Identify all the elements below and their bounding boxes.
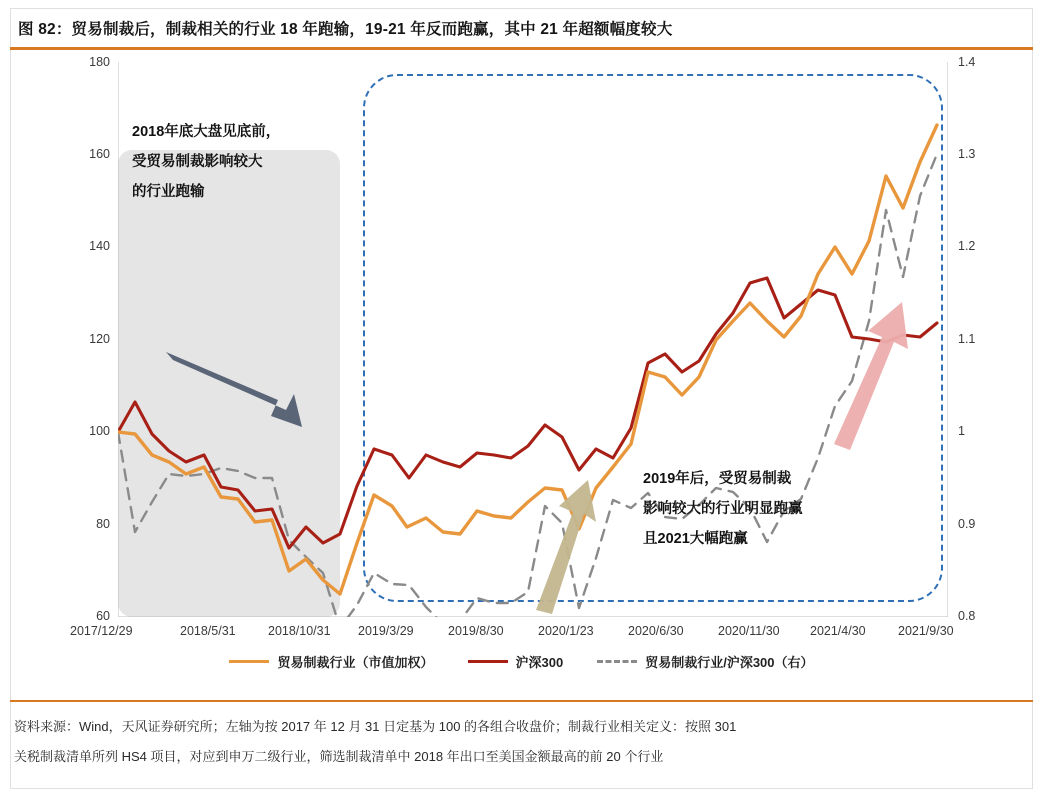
- annotation-left-line-1: 2018年底大盘见底前，: [132, 124, 281, 140]
- chart-container: [10, 52, 1033, 696]
- arrow-up-khaki: [536, 480, 596, 614]
- y-right-tick-1-4: 1.4: [958, 55, 976, 69]
- annotation-right-line-1: 2019年后，受贸易制裁: [643, 471, 792, 487]
- source-note: [14, 712, 1029, 772]
- arrow-left-downward: [166, 352, 302, 427]
- x-tick-2: 2018/10/31: [268, 624, 331, 638]
- annotation-left-line-2: 受贸易制裁影响较大: [132, 154, 263, 170]
- chart-plot-area: [118, 62, 948, 617]
- x-tick-8: 2021/4/30: [810, 624, 866, 638]
- annotation-right: [643, 464, 803, 554]
- x-tick-3: 2019/3/29: [358, 624, 414, 638]
- y-right-tick-1-0: 1: [958, 424, 965, 438]
- y-right-tick-1-3: 1.3: [958, 147, 976, 161]
- annotation-left-line-3: 的行业跑输: [132, 184, 205, 200]
- y-left-tick-120: 120: [89, 332, 110, 346]
- y-right-tick-0-8: 0.8: [958, 609, 976, 623]
- arrow-up-pink: [834, 302, 908, 450]
- legend-swatch-ratio: [597, 660, 637, 663]
- y-left-tick-60: 60: [96, 609, 110, 623]
- y-left-tick-160: 160: [89, 147, 110, 161]
- annotation-right-line-2: 影响较大的行业明显跑赢: [643, 501, 803, 517]
- y-right-tick-1-1: 1.1: [958, 332, 976, 346]
- chart-legend: [10, 652, 1033, 671]
- legend-item-ratio[interactable]: [597, 652, 813, 671]
- x-tick-1: 2018/5/31: [180, 624, 236, 638]
- y-left-tick-80: 80: [96, 517, 110, 531]
- series-hs300-line: [118, 278, 937, 548]
- legend-label-trade: 贸易制裁行业（市值加权）: [277, 655, 434, 670]
- annotation-left: [132, 117, 280, 207]
- y-left-tick-140: 140: [89, 239, 110, 253]
- x-tick-6: 2020/6/30: [628, 624, 684, 638]
- legend-label-ratio: 贸易制裁行业/沪深300（右）: [645, 655, 814, 670]
- x-tick-4: 2019/8/30: [448, 624, 504, 638]
- source-note-line-2: 关税制裁清单所列 HS4 项目，对应到申万二级行业，筛选制裁清单中 2018 年出口至美国金额最高的前 20 个行业: [14, 749, 664, 764]
- title-divider: [10, 47, 1033, 50]
- footer-divider: [10, 700, 1033, 702]
- legend-label-hs300: 沪深300: [515, 655, 564, 670]
- legend-item-hs300[interactable]: [468, 652, 564, 671]
- figure-title-bar: [10, 8, 1033, 48]
- page-title: 图 82：贸易制裁后，制裁相关的行业 18 年跑输，19-21 年反而跑赢，其中 21 年超额幅度较大: [18, 21, 673, 38]
- annotation-right-line-3: 且2021大幅跑赢: [643, 531, 748, 547]
- x-tick-7: 2020/11/30: [718, 624, 780, 638]
- y-right-tick-1-2: 1.2: [958, 239, 976, 253]
- source-note-line-1: 资料来源：Wind，天风证券研究所；左轴为按 2017 年 12 月 31 日定基为 100 的各组合收盘价；制裁行业相关定义：按照 301: [14, 719, 737, 734]
- y-right-tick-0-9: 0.9: [958, 517, 976, 531]
- legend-swatch-trade: [229, 660, 269, 663]
- x-tick-0: 2017/12/29: [70, 624, 133, 638]
- legend-swatch-hs300: [468, 660, 508, 663]
- y-left-tick-180: 180: [89, 55, 110, 69]
- legend-item-trade[interactable]: [229, 652, 433, 671]
- x-tick-9: 2021/9/30: [898, 624, 954, 638]
- x-tick-5: 2020/1/23: [538, 624, 594, 638]
- y-left-tick-100: 100: [89, 424, 110, 438]
